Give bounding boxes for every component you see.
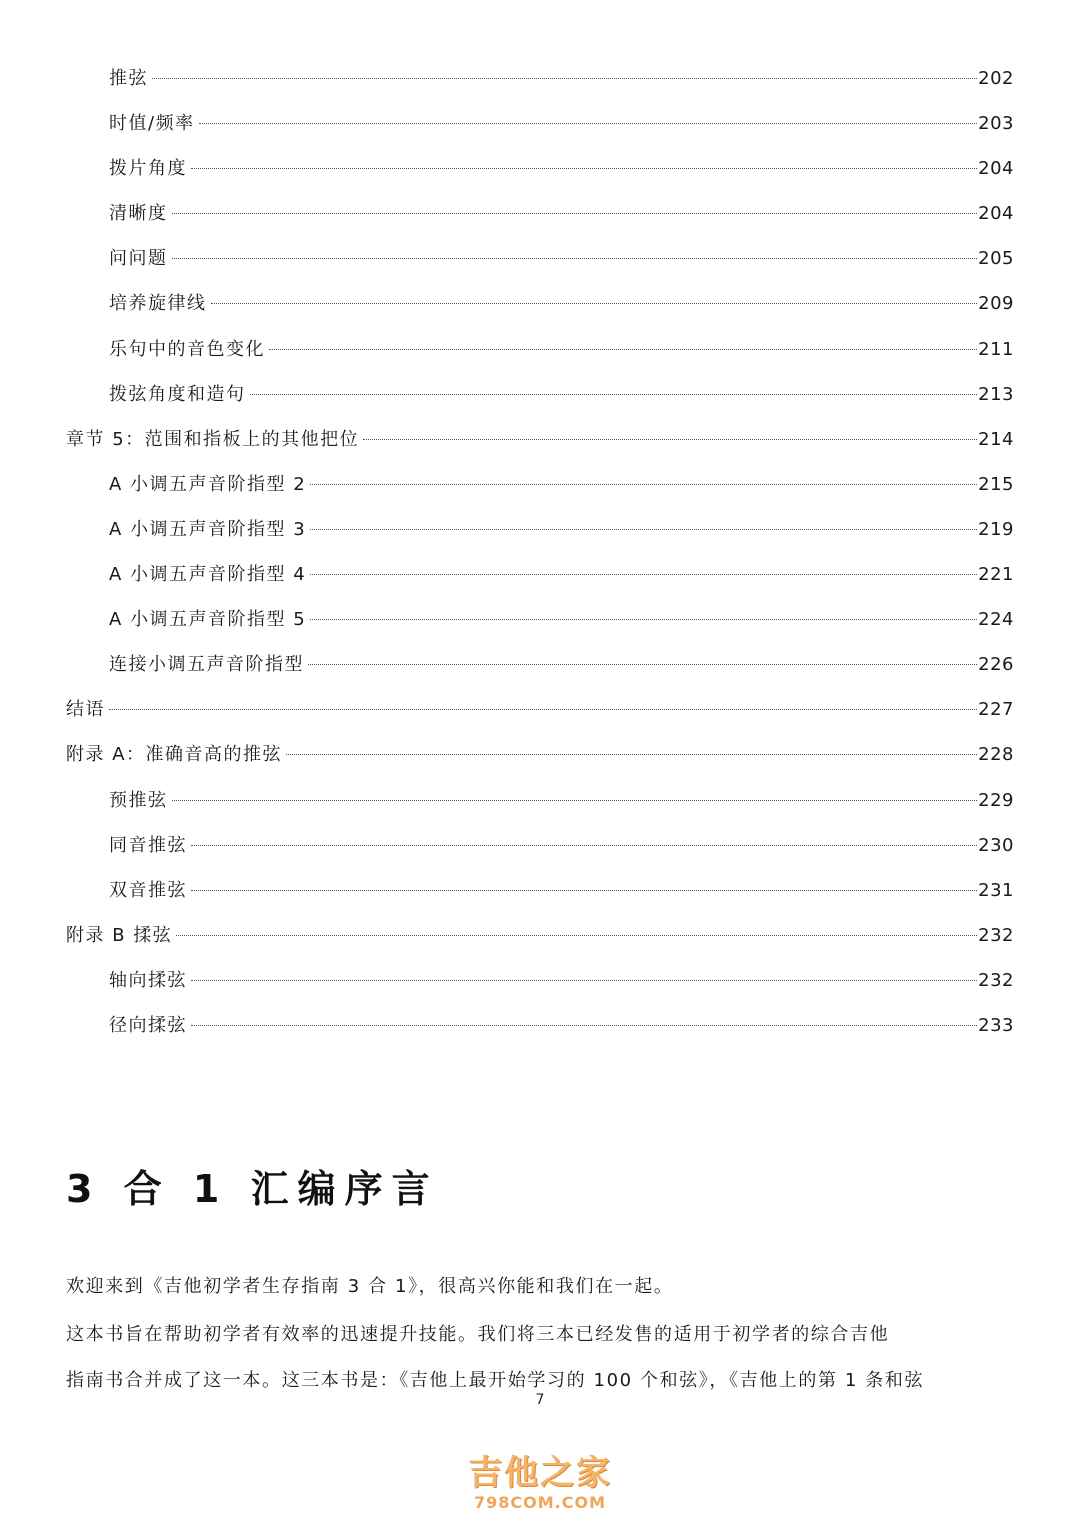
toc-entry-page: 202 <box>978 68 1014 89</box>
toc-entry-title: 培养旋律线 <box>109 293 207 315</box>
toc-entry-title: 拨弦角度和造句 <box>109 383 246 405</box>
toc-dot-leader <box>191 845 977 846</box>
toc-dot-leader <box>308 664 977 665</box>
toc-dot-leader <box>176 935 977 936</box>
watermark-sub-text: 798COM.COM <box>473 1493 606 1512</box>
toc-dot-leader <box>363 439 977 440</box>
toc-entry[interactable] <box>66 958 1014 1003</box>
toc-entry[interactable] <box>66 552 1014 597</box>
toc-dot-leader <box>199 123 978 124</box>
toc-dot-leader <box>191 1025 977 1026</box>
toc-dot-leader <box>310 529 977 530</box>
toc-entry-page: 209 <box>978 293 1014 315</box>
toc-entry-page: 214 <box>978 428 1014 450</box>
toc-entry-page: 205 <box>978 248 1014 270</box>
toc-entry[interactable] <box>66 823 1014 868</box>
toc-entry-page: 204 <box>978 203 1014 225</box>
toc-entry[interactable] <box>66 417 1014 462</box>
toc-entry[interactable] <box>66 101 1014 146</box>
toc-entry-page: 204 <box>978 158 1014 180</box>
table-of-contents <box>66 56 1014 1048</box>
toc-dot-leader <box>191 980 977 981</box>
toc-entry-title: 章节 5：范围和指板上的其他把位 <box>66 428 360 450</box>
watermark-logo <box>0 1452 1080 1512</box>
toc-entry-page: 231 <box>978 879 1014 901</box>
toc-dot-leader <box>310 619 977 620</box>
toc-entry-title: 结语 <box>66 699 105 721</box>
toc-dot-leader <box>172 800 978 801</box>
toc-entry[interactable] <box>66 146 1014 191</box>
toc-dot-leader <box>172 213 978 214</box>
toc-dot-leader <box>172 258 978 259</box>
toc-entry-page: 232 <box>978 969 1014 991</box>
toc-entry-title: A 小调五声音阶指型 2 <box>109 473 307 495</box>
toc-dot-leader <box>191 168 977 169</box>
toc-entry[interactable] <box>66 507 1014 552</box>
toc-entry[interactable] <box>66 56 1014 101</box>
toc-entry-title: 清晰度 <box>109 203 168 225</box>
toc-entry-title: A 小调五声音阶指型 5 <box>109 609 307 631</box>
toc-entry-title: 预推弦 <box>109 789 168 811</box>
toc-dot-leader <box>310 574 977 575</box>
toc-entry-page: 215 <box>978 473 1014 495</box>
toc-dot-leader <box>269 349 977 350</box>
toc-entry[interactable] <box>66 868 1014 913</box>
toc-entry-page: 219 <box>978 518 1014 540</box>
toc-entry-title: 问问题 <box>109 248 168 270</box>
toc-entry[interactable] <box>66 642 1014 687</box>
toc-dot-leader <box>152 78 977 79</box>
toc-dot-leader <box>191 890 977 891</box>
toc-entry-title: 同音推弦 <box>109 834 187 856</box>
toc-entry-page: 213 <box>978 383 1014 405</box>
toc-entry[interactable] <box>66 236 1014 281</box>
toc-entry-page: 232 <box>978 924 1014 946</box>
toc-entry-page: 229 <box>978 789 1014 811</box>
toc-entry[interactable] <box>66 913 1014 958</box>
toc-entry[interactable] <box>66 372 1014 417</box>
toc-entry-title: A 小调五声音阶指型 3 <box>109 518 307 540</box>
toc-entry[interactable] <box>66 778 1014 823</box>
toc-entry[interactable] <box>66 191 1014 236</box>
toc-entry-title: 拨片角度 <box>109 158 187 180</box>
toc-entry-page: 228 <box>978 744 1014 766</box>
page-number: 7 <box>535 1392 545 1408</box>
toc-entry-title: 附录 B 揉弦 <box>66 924 173 946</box>
toc-entry-title: 推弦 <box>109 68 148 89</box>
toc-entry-page: 221 <box>978 564 1014 586</box>
toc-entry[interactable] <box>66 327 1014 372</box>
toc-entry-page: 226 <box>978 654 1014 676</box>
toc-entry-page: 233 <box>978 1014 1014 1036</box>
toc-entry[interactable] <box>66 597 1014 642</box>
toc-entry-page: 227 <box>978 699 1014 721</box>
section-heading: 3 合 1 汇编序言 <box>66 1167 439 1211</box>
intro-paragraph-line-3: 指南书合并成了这一本。这三本书是：《吉他上最开始学习的 100 个和弦》，《吉他上的第 1 条和弦 <box>66 1370 925 1391</box>
toc-entry-page: 230 <box>978 834 1014 856</box>
toc-entry-page: 211 <box>978 338 1014 360</box>
toc-dot-leader <box>109 709 977 710</box>
toc-entry-page: 224 <box>978 609 1014 631</box>
toc-entry-title: A 小调五声音阶指型 4 <box>109 564 307 586</box>
toc-entry[interactable] <box>66 281 1014 326</box>
toc-entry-title: 轴向揉弦 <box>109 969 187 991</box>
toc-dot-leader <box>211 303 978 304</box>
toc-entry[interactable] <box>66 462 1014 507</box>
toc-entry-title: 径向揉弦 <box>109 1014 187 1036</box>
toc-dot-leader <box>310 484 977 485</box>
toc-dot-leader <box>286 754 977 755</box>
toc-entry[interactable] <box>66 732 1014 777</box>
watermark-main-text: 吉他之家 <box>468 1453 612 1493</box>
toc-entry-page: 203 <box>978 113 1014 135</box>
intro-paragraph-line-2: 这本书旨在帮助初学者有效率的迅速提升技能。我们将三本已经发售的适用于初学者的综合吉他 <box>66 1324 890 1345</box>
toc-entry-title: 附录 A：准确音高的推弦 <box>66 744 283 766</box>
toc-entry[interactable] <box>66 687 1014 732</box>
intro-paragraph-line-1: 欢迎来到《吉他初学者生存指南 3 合 1》，很高兴你能和我们在一起。 <box>66 1276 674 1297</box>
toc-entry[interactable] <box>66 1003 1014 1048</box>
toc-entry-title: 连接小调五声音阶指型 <box>109 654 304 676</box>
toc-entry-title: 乐句中的音色变化 <box>109 338 265 360</box>
toc-entry-title: 双音推弦 <box>109 879 187 901</box>
toc-entry-title: 时值/频率 <box>109 113 195 135</box>
toc-dot-leader <box>250 394 978 395</box>
